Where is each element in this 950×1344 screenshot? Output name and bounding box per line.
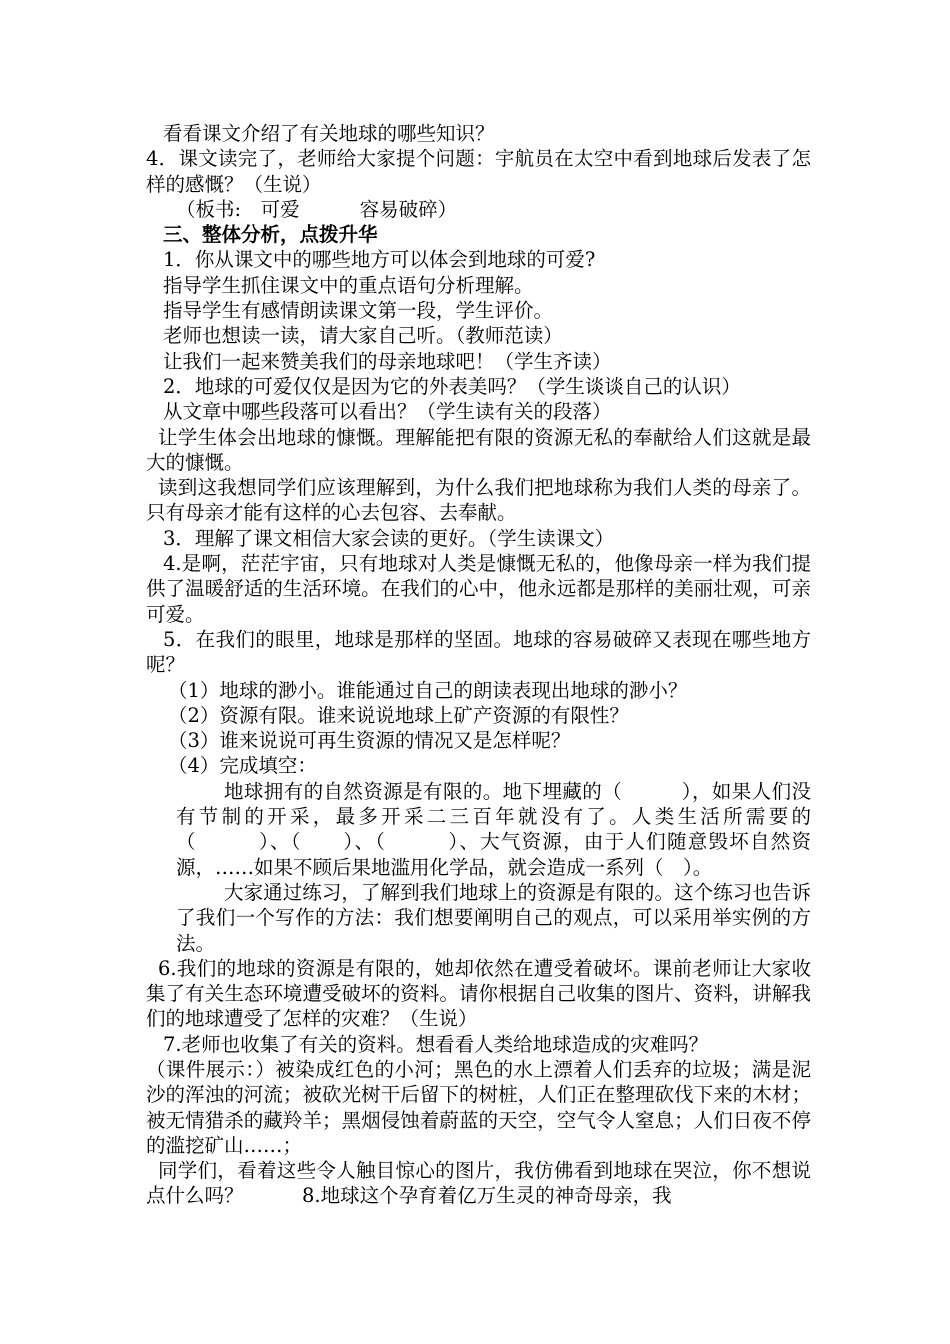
paragraph: 4.是啊，茫茫宇宙，只有地球对人类是慷慨无私的，他像母亲一样为我们提供了温暖舒适的生活环境。在我们的心中，他永远都是那样的美丽壮观，可亲可爱。 (146, 552, 811, 626)
paragraph: （课件展示：）被染成红色的小河；黑色的水上漂着人们丢弃的垃圾；满是泥沙的浑浊的河流；被砍光树干后留下的树桩，人们正在整理砍伐下来的木材；被无情猎杀的藏羚羊；黑烟侵蚀着蔚蓝的天空，空气令人窒息；人们日夜不停的滥挖矿山……； (146, 1057, 811, 1157)
paragraph: 指导学生抓住课文中的重点语句分析理解。 (163, 273, 534, 297)
paragraph: 6.我们的地球的资源是有限的，她却依然在遭受着破坏。课前老师让大家收集了有关生态环境遭受破坏的资料。请你根据自己收集的图片、资料，讲解我们的地球遭受了怎样的灾难？（生说） (146, 956, 811, 1031)
paragraph: 看看课文介绍了有关地球的哪些知识？ (163, 122, 495, 145)
paragraph: 从文章中哪些段落可以看出？（学生读有关的段落） (163, 400, 612, 424)
list-item: （1）地球的渺小。谁能通过自己的朗读表现出地球的渺小？ (168, 678, 688, 702)
paragraph: 4．课文读完了，老师给大家提个问题：宇航员在太空中看到地球后发表了怎样的感慨？（生说） (146, 147, 811, 196)
list-item: （3）谁来说说可再生资源的情况又是怎样呢？ (168, 729, 571, 753)
list-item: （4）完成填空： (168, 754, 317, 778)
blackboard-text: 容易破碎） (359, 197, 458, 221)
paragraph: 老师也想读一读，请大家自己听。（教师范读） (163, 324, 563, 348)
blackboard-label: （板书: 可爱 (176, 197, 300, 221)
paragraph: 同学们，看着这些令人触目惊心的图片，我仿佛看到地球在哭泣，你不想说点什么吗？ 8.地球这个孕育着亿万生灵的神奇母亲，我 (146, 1159, 811, 1208)
paragraph: 读到这我想同学们应该理解到，为什么我们把地球称为我们人类的母亲了。只有母亲才能有这样的心去包容、去奉献。 (146, 476, 811, 525)
paragraph: 大家通过练习，了解到我们地球上的资源是有限的。这个练习也告诉了我们一个写作的方法：我们想要阐明自己的观点，可以采用举实例的方法。 (176, 880, 811, 955)
paragraph: 7.老师也收集了有关的资料。想看看人类给地球造成的灾难吗？ (163, 1032, 709, 1056)
paragraph: 让我们一起来赞美我们的母亲地球吧！（学生齐读） (163, 349, 612, 373)
document-page (146, 121, 811, 1209)
paragraph: 3．理解了课文相信大家会读的更好。（学生读课文） (163, 526, 615, 550)
paragraph: 地球拥有的自然资源是有限的。地下埋藏的（ ），如果人们没有节制的开采，最多开采二三百年就没有了。人类生活所需要的（ ）、（ ）、（ ）、大气资源，由于人们随意毁坏自然资源，……如果不顾后果地滥用化学品，就会造成一系列（ ）。 (176, 779, 811, 879)
list-item: （2）资源有限。谁来说说地球上矿产资源的有限性？ (168, 703, 629, 727)
paragraph: 2．地球的可爱仅仅是因为它的外表美吗？（学生谈谈自己的认识） (163, 374, 741, 398)
paragraph: 5．在我们的眼里，地球是那样的坚固。地球的容易破碎又表现在哪些地方呢？ (146, 627, 811, 677)
paragraph: 1．你从课文中的哪些地方可以体会到地球的可爱? (163, 248, 596, 272)
fill-in-blank-exercise (146, 779, 811, 956)
paragraph: 让学生体会出地球的慷慨。理解能把有限的资源无私的奉献给人们这就是最大的慷慨。 (146, 425, 811, 474)
blackboard-note (146, 197, 811, 222)
section-heading: 三、整体分析，点拨升华 (163, 223, 378, 247)
paragraph: 指导学生有感情朗读课文第一段，学生评价。 (163, 299, 554, 323)
